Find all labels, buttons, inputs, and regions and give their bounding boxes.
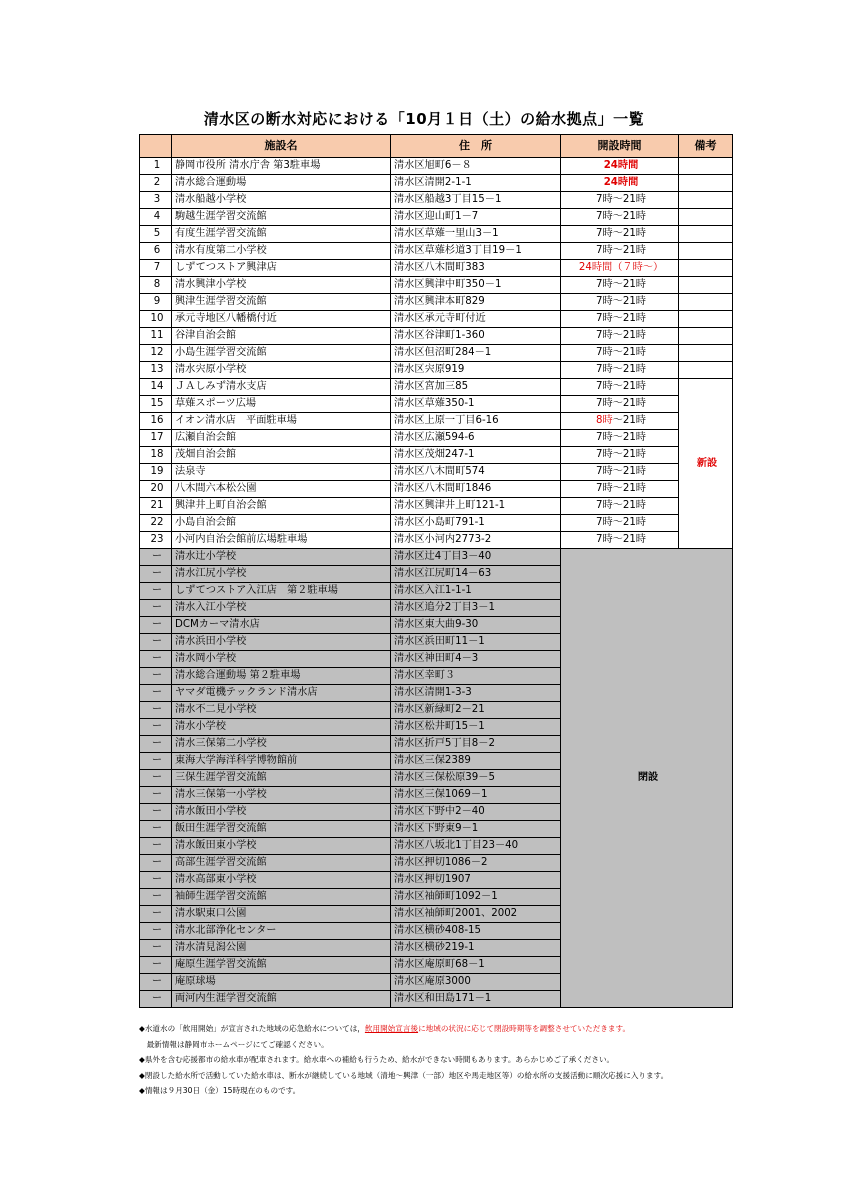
water-supply-table: [139, 134, 733, 1008]
header-address: 住 所: [391, 135, 561, 158]
opening-hours: 7時～21時: [561, 192, 679, 209]
row-number: 4: [140, 209, 172, 226]
notes-cell: [679, 277, 733, 294]
notes-cell: [679, 294, 733, 311]
facility-name: 広瀬自治会館: [172, 430, 391, 447]
page-title: 清水区の断水対応における「10月１日（土）の給水拠点」一覧: [203, 110, 645, 128]
table-row: [140, 311, 733, 328]
facility-address: 清水区庵原町68－1: [391, 957, 561, 974]
note-1-highlight: 飲用開始宣言後: [364, 1024, 419, 1033]
closed-label: 閉設: [561, 549, 733, 1008]
row-number: 3: [140, 192, 172, 209]
opening-hours: 7時～21時: [561, 532, 679, 549]
facility-name: 清水三保第二小学校: [172, 736, 391, 753]
facility-name: 清水宍原小学校: [172, 362, 391, 379]
facility-name: 清水有度第二小学校: [172, 243, 391, 260]
row-number: 14: [140, 379, 172, 396]
row-number: ー: [140, 855, 172, 872]
facility-address: 清水区興津中町350－1: [391, 277, 561, 294]
note-1-text: ◆水道水の「飲用開始」が宣言された地域の応急給水については，: [139, 1024, 365, 1033]
opening-hours: 7時～21時: [561, 396, 679, 413]
row-number: ー: [140, 753, 172, 770]
notes-cell: [679, 260, 733, 277]
row-number: ー: [140, 770, 172, 787]
opening-hours: 7時～21時: [561, 277, 679, 294]
row-number: 8: [140, 277, 172, 294]
facility-address: 清水区但沼町284－1: [391, 345, 561, 362]
facility-address: 清水区折戸5丁目8－2: [391, 736, 561, 753]
table-row: [140, 430, 733, 447]
facility-address: 清水区浜田町11－1: [391, 634, 561, 651]
note-2: ◆県外を含む応援都市の給水車が配車されます。給水車への補給も行うため、給水ができない時間もあります。あらかじめご了承ください。: [139, 1055, 615, 1064]
facility-name: 興津井上町自治会館: [172, 498, 391, 515]
row-number: ー: [140, 991, 172, 1008]
table-row-closed: [140, 549, 733, 566]
row-number: ー: [140, 889, 172, 906]
opening-hours: 7時～21時: [561, 379, 679, 396]
facility-name: 庵原球場: [172, 974, 391, 991]
facility-address: 清水区八木間町574: [391, 464, 561, 481]
table-row: [140, 362, 733, 379]
footnotes: [139, 1022, 739, 1100]
facility-name: しずてつストア入江店 第２駐車場: [172, 583, 391, 600]
row-number: ー: [140, 719, 172, 736]
facility-address: 清水区三保1069－1: [391, 787, 561, 804]
facility-address: 清水区押切1086－2: [391, 855, 561, 872]
facility-name: 清水飯田小学校: [172, 804, 391, 821]
facility-address: 清水区江尻町14－63: [391, 566, 561, 583]
facility-address: 清水区庵原3000: [391, 974, 561, 991]
opening-hours: 7時～21時: [561, 498, 679, 515]
facility-name: DCMカーマ清水店: [172, 617, 391, 634]
facility-address: 清水区広瀬594-6: [391, 430, 561, 447]
opening-hours: 7時～21時: [561, 345, 679, 362]
row-number: 16: [140, 413, 172, 430]
new-label: 新設: [679, 379, 733, 549]
opening-hours: 7時～21時: [561, 294, 679, 311]
facility-name: 清水辻小学校: [172, 549, 391, 566]
facility-address: 清水区和田島171－1: [391, 991, 561, 1008]
row-number: 2: [140, 175, 172, 192]
facility-address: 清水区茂畑247-1: [391, 447, 561, 464]
table-row: [140, 209, 733, 226]
row-number: ー: [140, 821, 172, 838]
table-row: [140, 396, 733, 413]
row-number: ー: [140, 940, 172, 957]
row-number: ー: [140, 872, 172, 889]
facility-address: 清水区宮加三85: [391, 379, 561, 396]
facility-address: 清水区小河内2773-2: [391, 532, 561, 549]
facility-address: 清水区船越3丁目15－1: [391, 192, 561, 209]
facility-address: 清水区旭町6－８: [391, 158, 561, 175]
row-number: 21: [140, 498, 172, 515]
row-number: ー: [140, 634, 172, 651]
facility-address: 清水区興津本町829: [391, 294, 561, 311]
facility-name: 駒越生涯学習交流館: [172, 209, 391, 226]
facility-address: 清水区興津井上町121-1: [391, 498, 561, 515]
header-notes: 備考: [679, 135, 733, 158]
facility-name: 両河内生涯学習交流館: [172, 991, 391, 1008]
facility-address: 清水区八木間町383: [391, 260, 561, 277]
facility-name: 小島自治会館: [172, 515, 391, 532]
table-row: [140, 345, 733, 362]
facility-address: 清水区八坂北1丁目23－40: [391, 838, 561, 855]
table-row: [140, 515, 733, 532]
header-num: [140, 135, 172, 158]
row-number: ー: [140, 838, 172, 855]
notes-cell: [679, 192, 733, 209]
row-number: 11: [140, 328, 172, 345]
facility-address: 清水区下野東9－1: [391, 821, 561, 838]
table-row: [140, 481, 733, 498]
facility-name: 高部生涯学習交流館: [172, 855, 391, 872]
facility-address: 清水区清開1-3-3: [391, 685, 561, 702]
facility-name: 清水総合運動場: [172, 175, 391, 192]
row-number: ー: [140, 549, 172, 566]
facility-name: 清水船越小学校: [172, 192, 391, 209]
row-number: ー: [140, 583, 172, 600]
facility-address: 清水区草薙350-1: [391, 396, 561, 413]
opening-hours: 7時～21時: [561, 447, 679, 464]
opening-hours: 24時間: [561, 175, 679, 192]
note-1-red-text: に地域の状況に応じて閉設時期等を調整させていただきます。: [418, 1024, 631, 1033]
table-row: [140, 277, 733, 294]
facility-name: ＪＡしみず清水支店: [172, 379, 391, 396]
opening-hours: 24時間（７時～）: [561, 260, 679, 277]
note-3: ◆閉設した給水所で活動していた給水車は、断水が継続している地域（清地～興津（一部）地区や馬走地区等）の給水所の支援活動に順次応援に入ります。: [139, 1070, 669, 1080]
opening-hours: 7時～21時: [561, 328, 679, 345]
row-number: 5: [140, 226, 172, 243]
opening-hours: 7時～21時: [561, 226, 679, 243]
facility-name: 有度生涯学習交流館: [172, 226, 391, 243]
table-row: [140, 260, 733, 277]
opening-hours: 7時～21時: [561, 362, 679, 379]
facility-name: 清水高部東小学校: [172, 872, 391, 889]
row-number: ー: [140, 617, 172, 634]
facility-address: 清水区横砂219-1: [391, 940, 561, 957]
row-number: ー: [140, 685, 172, 702]
facility-name: しずてつストア興津店: [172, 260, 391, 277]
row-number: 10: [140, 311, 172, 328]
row-number: ー: [140, 651, 172, 668]
facility-name: 八木間六本松公園: [172, 481, 391, 498]
row-number: ー: [140, 787, 172, 804]
row-number: ー: [140, 906, 172, 923]
row-number: ー: [140, 566, 172, 583]
facility-address: 清水区小島町791-1: [391, 515, 561, 532]
row-number: ー: [140, 600, 172, 617]
facility-name: 谷津自治会館: [172, 328, 391, 345]
row-number: 19: [140, 464, 172, 481]
notes-cell: [679, 328, 733, 345]
facility-address: 清水区辻4丁目3－40: [391, 549, 561, 566]
facility-address: 清水区草薙一里山3－1: [391, 226, 561, 243]
facility-name: 清水飯田東小学校: [172, 838, 391, 855]
table-row: [140, 379, 733, 396]
row-number: 18: [140, 447, 172, 464]
facility-name: 清水北部浄化センター: [172, 923, 391, 940]
row-number: ー: [140, 957, 172, 974]
facility-name: 清水小学校: [172, 719, 391, 736]
facility-name: 三保生涯学習交流館: [172, 770, 391, 787]
row-number: ー: [140, 974, 172, 991]
row-number: 6: [140, 243, 172, 260]
opening-hours: 7時～21時: [561, 243, 679, 260]
note-1-sub: 最新情報は静岡市ホームページにてご確認ください。: [139, 1039, 329, 1049]
facility-name: 小島生涯学習交流館: [172, 345, 391, 362]
facility-address: 清水区幸町３: [391, 668, 561, 685]
facility-name: 飯田生涯学習交流館: [172, 821, 391, 838]
row-number: 7: [140, 260, 172, 277]
facility-name: 清水三保第一小学校: [172, 787, 391, 804]
table-row: [140, 294, 733, 311]
row-number: 12: [140, 345, 172, 362]
facility-name: 清水駅東口公園: [172, 906, 391, 923]
opening-hours: 7時～21時: [561, 209, 679, 226]
facility-address: 清水区清開2-1-1: [391, 175, 561, 192]
facility-name: 小河内自治会館前広場駐車場: [172, 532, 391, 549]
facility-name: 庵原生涯学習交流館: [172, 957, 391, 974]
facility-name: 興津生涯学習交流館: [172, 294, 391, 311]
facility-address: 清水区袖師町2001、2002: [391, 906, 561, 923]
facility-address: 清水区承元寺町付近: [391, 311, 561, 328]
facility-name: 法泉寺: [172, 464, 391, 481]
facility-name: 清水浜田小学校: [172, 634, 391, 651]
facility-name: 清水入江小学校: [172, 600, 391, 617]
row-number: 22: [140, 515, 172, 532]
facility-name: 清水興津小学校: [172, 277, 391, 294]
facility-name: 清水清見潟公園: [172, 940, 391, 957]
facility-address: 清水区谷津町1-360: [391, 328, 561, 345]
notes-cell: [679, 158, 733, 175]
table-row: [140, 413, 733, 430]
facility-address: 清水区下野中2－40: [391, 804, 561, 821]
row-number: 13: [140, 362, 172, 379]
row-number: ー: [140, 668, 172, 685]
header-hours: 開設時間: [561, 135, 679, 158]
opening-hours-end: ～21時: [612, 415, 646, 426]
row-number: 15: [140, 396, 172, 413]
facility-name: 清水江尻小学校: [172, 566, 391, 583]
opening-hours: 7時～21時: [561, 481, 679, 498]
facility-address: 清水区三保2389: [391, 753, 561, 770]
table-header-row: [140, 135, 733, 158]
facility-address: 清水区横砂408-15: [391, 923, 561, 940]
note-4: ◆情報は９月30日（金）15時現在のものです。: [139, 1086, 301, 1095]
facility-address: 清水区八木間町1846: [391, 481, 561, 498]
facility-name: 草薙スポーツ広場: [172, 396, 391, 413]
table-row: [140, 447, 733, 464]
facility-name: 茂畑自治会館: [172, 447, 391, 464]
table-row: [140, 192, 733, 209]
facility-address: 清水区追分2丁目3－1: [391, 600, 561, 617]
table-row: [140, 498, 733, 515]
facility-address: 清水区入江1-1-1: [391, 583, 561, 600]
facility-address: 清水区東大曲9-30: [391, 617, 561, 634]
opening-hours: [561, 413, 679, 430]
facility-address: 清水区宍原919: [391, 362, 561, 379]
notes-cell: [679, 362, 733, 379]
facility-address: 清水区迎山町1－7: [391, 209, 561, 226]
table-row: [140, 464, 733, 481]
notes-cell: [679, 226, 733, 243]
facility-address: 清水区上原一丁目6-16: [391, 413, 561, 430]
notes-cell: [679, 345, 733, 362]
opening-hours: 24時間: [561, 158, 679, 175]
facility-name: イオン清水店 平面駐車場: [172, 413, 391, 430]
row-number: 23: [140, 532, 172, 549]
notes-cell: [679, 311, 733, 328]
row-number: 17: [140, 430, 172, 447]
facility-name: 清水総合運動場 第２駐車場: [172, 668, 391, 685]
facility-name: 承元寺地区八幡橋付近: [172, 311, 391, 328]
table-row: [140, 532, 733, 549]
facility-name: 清水不二見小学校: [172, 702, 391, 719]
row-number: 9: [140, 294, 172, 311]
facility-address: 清水区三保松原39－5: [391, 770, 561, 787]
row-number: ー: [140, 804, 172, 821]
opening-hours: 7時～21時: [561, 464, 679, 481]
notes-cell: [679, 175, 733, 192]
opening-hours: 7時～21時: [561, 430, 679, 447]
note-1: [139, 1022, 739, 1036]
table-row: [140, 175, 733, 192]
facility-name: 袖師生涯学習交流館: [172, 889, 391, 906]
facility-name: ヤマダ電機テックランド清水店: [172, 685, 391, 702]
row-number: 1: [140, 158, 172, 175]
notes-cell: [679, 243, 733, 260]
facility-address: 清水区松井町15－1: [391, 719, 561, 736]
facility-name: 清水岡小学校: [172, 651, 391, 668]
facility-address: 清水区押切1907: [391, 872, 561, 889]
table-row: [140, 328, 733, 345]
table-body: [140, 158, 733, 1008]
facility-name: 東海大学海洋科学博物館前: [172, 753, 391, 770]
facility-address: 清水区神田町4－3: [391, 651, 561, 668]
facility-name: 静岡市役所 清水庁舎 第3駐車場: [172, 158, 391, 175]
header-name: 施設名: [172, 135, 391, 158]
opening-hours: 7時～21時: [561, 311, 679, 328]
table-row: [140, 226, 733, 243]
notes-cell: [679, 209, 733, 226]
row-number: ー: [140, 702, 172, 719]
opening-hours: 7時～21時: [561, 515, 679, 532]
table-row: [140, 243, 733, 260]
row-number: 20: [140, 481, 172, 498]
row-number: ー: [140, 736, 172, 753]
facility-address: 清水区草薙杉道3丁目19－1: [391, 243, 561, 260]
opening-hours-start: 8時: [595, 415, 613, 426]
facility-address: 清水区袖師町1092－1: [391, 889, 561, 906]
facility-address: 清水区新緑町2－21: [391, 702, 561, 719]
table-row: [140, 158, 733, 175]
row-number: ー: [140, 923, 172, 940]
